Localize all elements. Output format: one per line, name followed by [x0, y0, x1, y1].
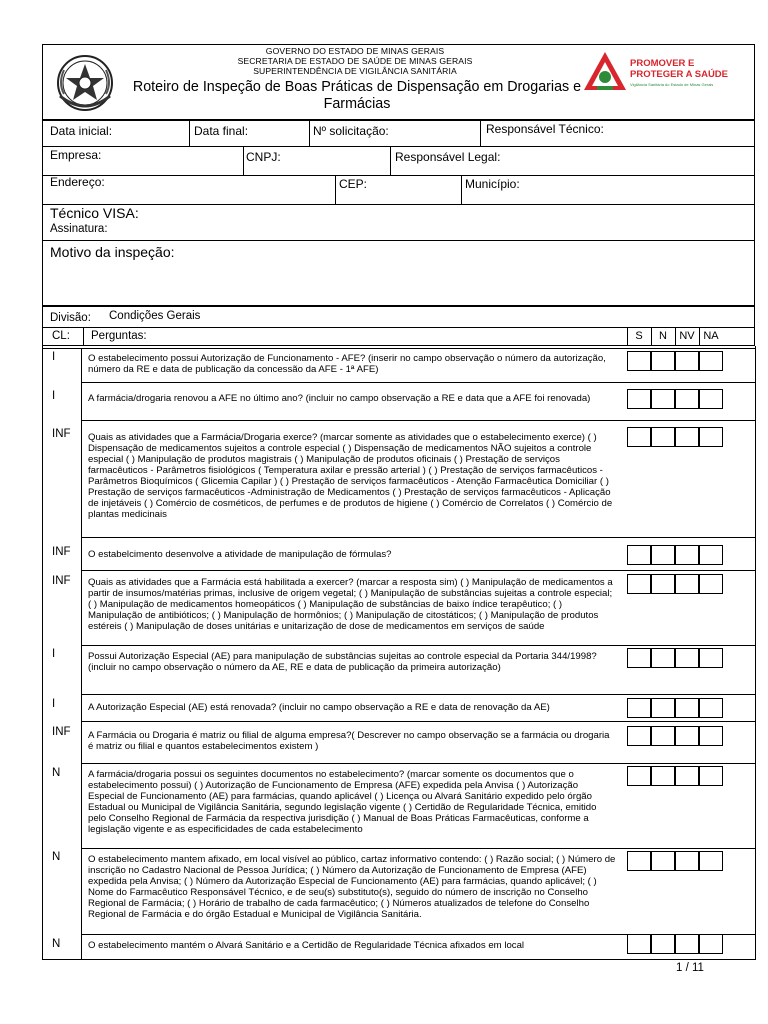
logo-text-line-2: PROTEGER A SAÚDE [630, 69, 729, 80]
answer-na-checkbox[interactable] [699, 934, 723, 954]
municipio-field[interactable]: Município: [465, 177, 520, 191]
answer-boxes [627, 726, 723, 746]
cnpj-field[interactable]: CNPJ: [246, 150, 281, 164]
question-text: A farmácia/drogaria renovou a AFE no último ano? (incluir no campo observação a RE e data que a AFE foi renovada) [88, 393, 591, 404]
answer-s-checkbox[interactable] [627, 427, 651, 447]
answer-s-checkbox[interactable] [627, 389, 651, 409]
answer-nv-checkbox[interactable] [675, 545, 699, 565]
answer-boxes [627, 766, 723, 786]
answer-s-checkbox[interactable] [627, 545, 651, 565]
question-cl: INF [52, 575, 71, 587]
answer-nv-checkbox[interactable] [675, 648, 699, 668]
answer-na-checkbox[interactable] [699, 726, 723, 746]
responsavel-tecnico-field[interactable]: Responsável Técnico: [486, 122, 604, 136]
question-cl: INF [52, 428, 71, 440]
page-number: 1 / 11 [676, 962, 704, 974]
answer-nv-checkbox[interactable] [675, 726, 699, 746]
question-text: O estabelecimento mantém o Alvará Sanitário e a Certidão de Regularidade Técnica afixados em local [88, 940, 525, 951]
answer-na-checkbox[interactable] [699, 389, 723, 409]
divisao-label: Divisão: [50, 312, 91, 324]
answer-boxes [627, 648, 723, 668]
answer-nv-checkbox[interactable] [675, 427, 699, 447]
question-text: O estabelecimento possui Autorização de Funcionamento - AFE? (inserir no campo observação o número da autorização, número da RE e data de publicação da concessão da AFE - 1ª AFE) [88, 353, 606, 375]
answer-boxes [627, 851, 723, 871]
answer-boxes [627, 545, 723, 565]
question-cl: I [52, 390, 56, 402]
document-title-line-2: Farmácias [323, 96, 391, 112]
question-text: Quais as atividades que a Farmácia/Drogaria exerce? (marcar somente as atividades que o estabelecimento exerce) ( ) Dispensação de medicamentos sujeitos a controle especial ( ) Dispensação de medicamentos NÃO sujeitos a controle especial ( ) Manipulação de produtos magistrais ( ) Manipulação de produtos oficinais ( ) Prestação de serviços farmacêuticos - Parâmetros fisiológicos ( Temperatura axilar e pressão arterial ) ( ) Prestação de serviços farmacêuticos - Parâmetros Bioquímicos ( Glicemia Capilar ) ( ) Prestação de serviços farmacêuticos - Atenção Farmacêutica Domiciliar ( ) Prestação de serviços farmacêuticos -Administração de Medicamentos ( ) Prestação de serviços farmacêuticos - Aplicação de injetáveis ( ) Comércio de cosméticos, de perfumes e de produtos de higiene ( ) Comércio de Correlatos ( ) Comércio de plantas medicinais [88, 432, 613, 520]
state-seal-icon [50, 50, 120, 116]
answer-boxes [627, 389, 723, 409]
answer-boxes [627, 574, 723, 594]
gov-line-2: SECRETARIA DE ESTADO DE SAÚDE DE MINAS GERAIS [237, 56, 473, 66]
responsavel-legal-field[interactable]: Responsável Legal: [395, 150, 501, 164]
question-text: A farmácia/drogaria possui os seguintes documentos no estabelecimento? (marcar somente os documentos que o estabelecimento possui) ( ) Autorização de Funcionamento de Empresa (AFE) expedida pela Anvisa ( ) Autorização Especial de Funcionamento (AE) para farmácias, quando aplicável ( ) Licença ou Alvará Sanitário expedido pelo órgão Estadual ou Municipal de Vigilância Sanitária, segundo legislação vigente ( ) Certidão de Regularidade Técnica, emitido pelo Conselho Regional de Farmácia da respectiva jurisdição ( ) Manual de Boas Práticas Farmacêuticas, conforme a legislação vigente e as especificidades de cada estabelecimento [88, 769, 597, 835]
answer-nv-checkbox[interactable] [675, 389, 699, 409]
answer-na-checkbox[interactable] [699, 648, 723, 668]
answer-boxes [627, 698, 723, 718]
answer-s-checkbox[interactable] [627, 698, 651, 718]
answer-boxes [627, 427, 723, 447]
answer-nv-checkbox[interactable] [675, 574, 699, 594]
answer-s-checkbox[interactable] [627, 766, 651, 786]
cep-field[interactable]: CEP: [339, 177, 368, 191]
promover-logo-icon [582, 50, 628, 94]
answer-na-checkbox[interactable] [699, 574, 723, 594]
question-cl: I [52, 648, 56, 660]
answer-nv-checkbox[interactable] [675, 934, 699, 954]
answer-boxes [627, 934, 723, 954]
answer-n-checkbox[interactable] [651, 574, 675, 594]
empresa-field[interactable]: Empresa: [50, 148, 102, 162]
answer-n-checkbox[interactable] [651, 726, 675, 746]
perguntas-column-header: Perguntas: [91, 330, 147, 342]
answer-s-checkbox[interactable] [627, 726, 651, 746]
question-text: O estabelecimento mantem afixado, em local visível ao público, cartaz informativo contendo: ( ) Razão social; ( ) Número de inscrição no Cadastro Nacional de Pessoa Jurídica; ( ) Número da Autorização de Funcionamento de Empresa (AFE) expedida pela Anvisa; ( ) Número da Autorização Especial de Funcionamento (AE) para farmácias, quando aplicável; ( ) Nome do Farmacêutico Responsável Técnico, e de seu(s) substituto(s), seguido do número de inscrição no Conselho Regional de Farmácia; ( ) Horário de trabalho de cada farmacêutico; ( ) Números atualizados de telefone do Conselho Regional de Farmácia e do órgão Estadual e Municipal de Vigilância Sanitária. [88, 854, 616, 920]
divisao-value: Condições Gerais [109, 310, 201, 322]
question-cl: N [52, 767, 61, 779]
answer-na-checkbox[interactable] [699, 427, 723, 447]
question-text: A Farmácia ou Drogaria é matriz ou filial de alguma empresa?( Descrever no campo observação se a farmácia ou drogaria é matriz ou filial e quantos estabelecimentos existem ) [88, 730, 610, 752]
n-solicitacao-field[interactable]: Nº solicitação: [313, 124, 389, 138]
answer-n-checkbox[interactable] [651, 427, 675, 447]
question-cl: N [52, 938, 61, 950]
answer-na-checkbox[interactable] [699, 351, 723, 371]
answer-na-checkbox[interactable] [699, 698, 723, 718]
answer-n-checkbox[interactable] [651, 389, 675, 409]
answer-nv-checkbox[interactable] [675, 698, 699, 718]
answer-n-checkbox[interactable] [651, 851, 675, 871]
answer-s-checkbox[interactable] [627, 351, 651, 371]
col-na-header: NA [703, 330, 719, 342]
endereco-field[interactable]: Endereço: [50, 175, 105, 189]
answer-nv-checkbox[interactable] [675, 851, 699, 871]
cl-column-header: CL: [52, 330, 70, 342]
answer-nv-checkbox[interactable] [675, 766, 699, 786]
data-inicial-field[interactable]: Data inicial: [50, 124, 113, 138]
logo-tagline: Vigilância Sanitária do Estado de Minas Gerais [630, 82, 714, 87]
question-text: O estabelcimento desenvolve a atividade de manipulação de fórmulas? [88, 549, 392, 560]
gov-line-1: GOVERNO DO ESTADO DE MINAS GERAIS [265, 46, 445, 56]
answer-n-checkbox[interactable] [651, 545, 675, 565]
question-text: Possui Autorização Especial (AE) para manipulação de substâncias sujeitas ao controle especial da Portaria 344/1998? (incluir no campo observação o número da AE, RE e data de publicação da primeira autorização) [88, 651, 597, 673]
col-nv-header: NV [679, 330, 695, 342]
logo-text-line-1: PROMOVER E [630, 58, 695, 69]
question-cl: INF [52, 726, 71, 738]
question-cl: N [52, 851, 61, 863]
answer-boxes [627, 351, 723, 371]
question-text: Quais as atividades que a Farmácia está habilitada a exercer? (marcar a resposta sim) ( ) Manipulação de medicamentos a partir de insumos/matérias primas, inclusive de origem vegetal; ( ) Manipulação de substâncias sujeitas a controle especial; ( ) Manipulação de medicamentos homeopáticos ( ) Manipulação de substâncias de baixo índice terapêutico; ( ) Manipulação de antibióticos; ( ) Manipulação de hormônios; ( ) Manipulação de citostáticos; ( ) Manipulação de produtos estéreis ( ) Manipulação de doses unitárias e unitarização de dose de medicamentos em serviços de saúde [88, 577, 613, 632]
assinatura-field[interactable]: Assinatura: [50, 223, 108, 235]
answer-s-checkbox[interactable] [627, 648, 651, 668]
answer-n-checkbox[interactable] [651, 766, 675, 786]
answer-na-checkbox[interactable] [699, 545, 723, 565]
answer-nv-checkbox[interactable] [675, 351, 699, 371]
question-text: A Autorização Especial (AE) está renovada? (incluir no campo observação a RE e data de renovação da AE) [88, 702, 550, 713]
answer-s-checkbox[interactable] [627, 574, 651, 594]
gov-line-3: SUPERINTENDÊNCIA DE VIGILÂNCIA SANITÁRIA [253, 66, 457, 76]
motivo-inspecao-field[interactable]: Motivo da inspeção: [50, 244, 175, 260]
question-cl: INF [52, 546, 71, 558]
answer-s-checkbox[interactable] [627, 934, 651, 954]
identification-box [42, 120, 755, 306]
answer-n-checkbox[interactable] [651, 648, 675, 668]
answer-s-checkbox[interactable] [627, 851, 651, 871]
answer-n-checkbox[interactable] [651, 934, 675, 954]
tecnico-visa-field[interactable]: Técnico VISA: [50, 205, 139, 221]
question-cl: I [52, 698, 56, 710]
answer-n-checkbox[interactable] [651, 698, 675, 718]
col-s-header: S [635, 330, 643, 342]
answer-n-checkbox[interactable] [651, 351, 675, 371]
col-n-header: N [659, 330, 667, 342]
data-final-field[interactable]: Data final: [194, 124, 249, 138]
answer-na-checkbox[interactable] [699, 851, 723, 871]
question-cl: I [52, 351, 56, 363]
answer-na-checkbox[interactable] [699, 766, 723, 786]
document-title-line-1: Roteiro de Inspeção de Boas Práticas de Dispensação em Drogarias e [132, 79, 582, 95]
